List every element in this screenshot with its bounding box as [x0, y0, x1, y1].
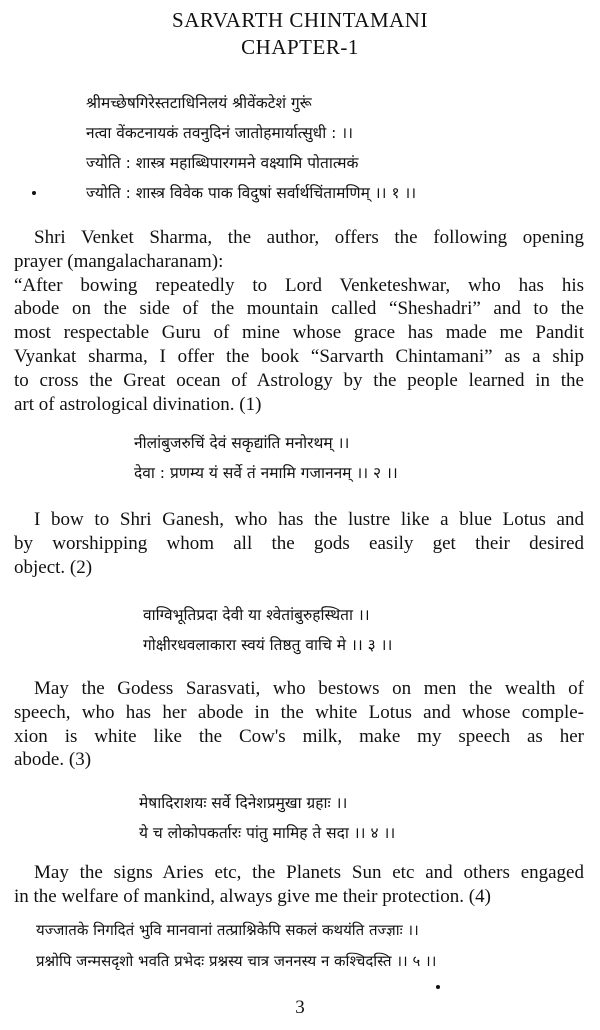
translation-paragraph [14, 677, 584, 772]
ink-speck [32, 191, 36, 195]
paragraph-line: to cross the Great ocean of Astrology by the people learned in the [14, 369, 584, 391]
verse-line: ज्योति : शास्त्र महाब्धिपारगमने वक्ष्यामि पोतात्मकं [86, 154, 359, 172]
paragraph-line: May the Godess Sarasvati, who bestows on men the wealth of [34, 678, 584, 699]
page-title: SARVARTH CHINTAMANI [172, 8, 428, 32]
chapter-heading: CHAPTER-1 [241, 35, 359, 59]
verse-line: श्रीमच्छेषगिरेस्तटाधिनिलयं श्रीवेंकटेशं गुरूं [86, 94, 312, 112]
paragraph-line: by worshipping whom all the gods easily get their desired [14, 532, 584, 554]
verse-line: ये च लोकोपकर्तारः पांतु मामिह ते सदा ।। ४ ।। [139, 824, 396, 842]
paragraph-line: most respectable Guru of mine whose grace has made me Pandit [14, 322, 584, 344]
paragraph-line: “After bowing repeatedly to Lord Venketeshwar, who has his [14, 274, 584, 296]
translation-paragraph [14, 226, 584, 416]
paragraph-line: Shri Venket Sharma, the author, offers the following opening [34, 227, 584, 248]
paragraph-line: prayer (mangalacharanam): [14, 250, 224, 272]
paragraph-line: abode. (3) [14, 749, 92, 771]
verse-line: नत्वा वेंकटनायकं तवनुदिनं जातोहमार्यात्सुधी : ।। [86, 124, 354, 142]
paragraph-line: Vyankat sharma, I offer the book “Sarvarth Chintamani” as a ship [14, 345, 584, 367]
translation-paragraph [14, 861, 584, 909]
page-number: 3 [295, 997, 305, 1018]
verse-line: वाग्विभूतिप्रदा देवी या श्वेतांबुरुहस्थिता ।। [143, 606, 370, 624]
paragraph-line: object. (2) [14, 556, 93, 578]
verse-line: ज्योति : शास्त्र विवेक पाक विदुषां सर्वार्थचिंतामणिम् ।। १ ।। [86, 184, 417, 202]
translation-paragraph [14, 508, 584, 579]
paragraph-line: in the welfare of mankind, always give me their protection. (4) [14, 885, 491, 907]
paragraph-line: I bow to Shri Ganesh, who has the lustre like a blue Lotus and [34, 509, 584, 530]
paragraph-line: speech, who has her abode in the white Lotus and whose comple- [14, 701, 584, 723]
verse-line: गोक्षीरधवलाकारा स्वयं तिष्ठतु वाचि मे ।। ३ ।। [143, 636, 393, 654]
verse-line: प्रश्नोपि जन्मसदृशो भवति प्रभेदः प्रश्नस्य चात्र जननस्य न कश्चिदस्ति ।। ५ ।। [36, 952, 437, 970]
paragraph-line: xion is white like the Cow's milk, make my speech as her [14, 725, 584, 747]
verse-line: यज्जातके निगदितं भुवि मानवानां तत्प्राश्निकेपि सकलं कथयंति तज्ज्ञाः ।। [36, 921, 419, 939]
verse-line: देवा : प्रणम्य यं सर्वे तं नमामि गजाननम् ।। २ ।। [134, 464, 398, 482]
verse-line: नीलांबुजरुचिं देवं सकृद्यांति मनोरथम् ।। [134, 434, 350, 452]
verse-line: मेषादिराशयः सर्वे दिनेशप्रमुखा ग्रहाः ।। [139, 794, 348, 812]
paragraph-line: art of astrological divination. (1) [14, 393, 262, 415]
ink-speck [436, 985, 440, 989]
paragraph-line: abode on the side of the mountain called “Sheshadri” and to the [14, 298, 584, 320]
paragraph-line: May the signs Aries etc, the Planets Sun etc and others engaged [34, 862, 584, 883]
